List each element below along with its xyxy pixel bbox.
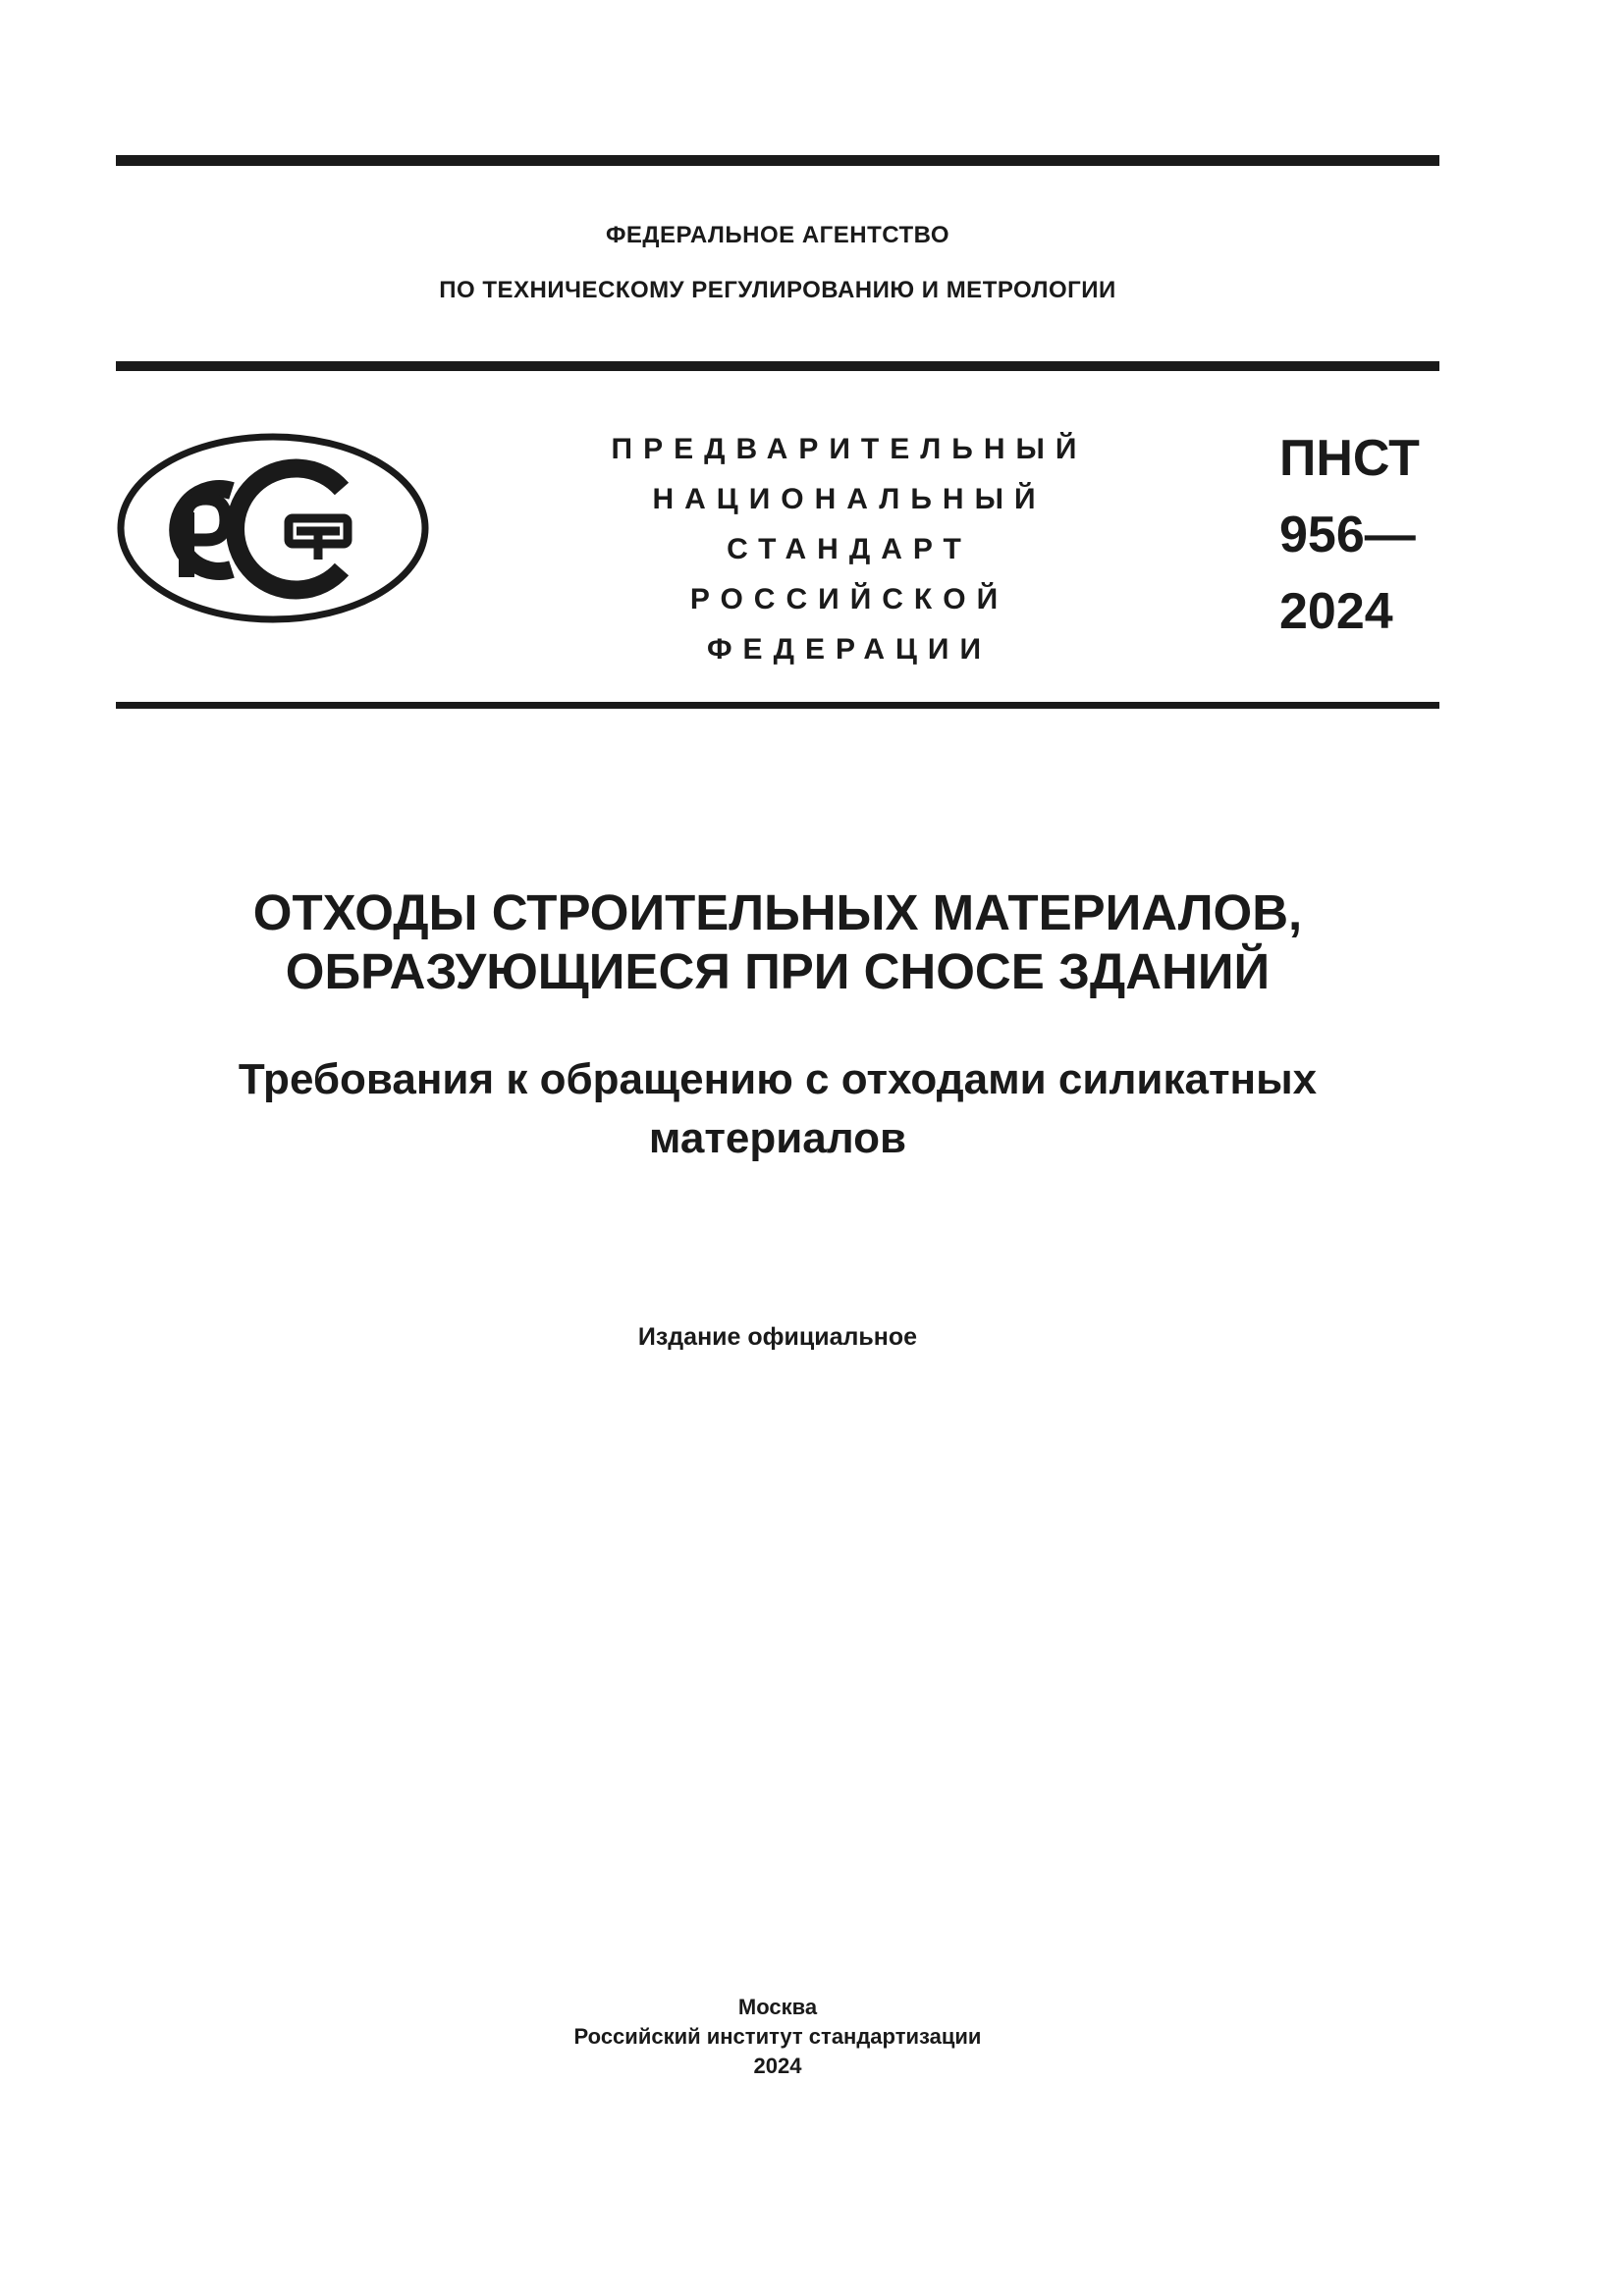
imprint-year: 2024: [753, 2054, 802, 2078]
bottom-rule: [116, 702, 1439, 709]
designation-line: ПНСТ: [1279, 430, 1420, 487]
subtitle-line: Требования к обращению с отходами силикатных: [238, 1055, 1318, 1103]
subtitle-line: материалов: [648, 1114, 907, 1162]
middle-rule: [116, 361, 1439, 371]
agency-name-line-2: ПО ТЕХНИЧЕСКОМУ РЕГУЛИРОВАНИЮ И МЕТРОЛОГИИ: [439, 277, 1116, 303]
gost-r-mark-icon: [116, 430, 430, 626]
standard-kind-line: СТАНДАРТ: [727, 533, 972, 565]
designation-line: 956—: [1279, 507, 1416, 563]
imprint: [116, 1993, 1439, 2081]
edition-note: Издание официальное: [637, 1323, 918, 1351]
standard-kind-line: ФЕДЕРАЦИИ: [706, 633, 993, 666]
designation-line: 2024: [1279, 583, 1393, 640]
standard-kind-line: ПРЕДВАРИТЕЛЬНЫЙ: [611, 433, 1088, 465]
title-line: ОТХОДЫ СТРОИТЕЛЬНЫХ МАТЕРИАЛОВ,: [252, 884, 1303, 940]
standard-kind-line: НАЦИОНАЛЬНЫЙ: [652, 483, 1047, 515]
document-subtitle: [116, 1050, 1439, 1168]
document-title: [116, 883, 1439, 1001]
standard-kind-line: РОССИЙСКОЙ: [689, 583, 1009, 615]
standard-kind: [584, 424, 1114, 674]
top-rule: [116, 155, 1439, 166]
imprint-city: Москва: [737, 1995, 818, 2019]
imprint-publisher: Российский институт стандартизации: [573, 2024, 982, 2049]
title-line: ОБРАЗУЮЩИЕСЯ ПРИ СНОСЕ ЗДАНИЙ: [285, 943, 1271, 999]
agency-name-line-1: ФЕДЕРАЛЬНОЕ АГЕНТСТВО: [605, 222, 950, 248]
standard-designation: [1279, 420, 1420, 650]
